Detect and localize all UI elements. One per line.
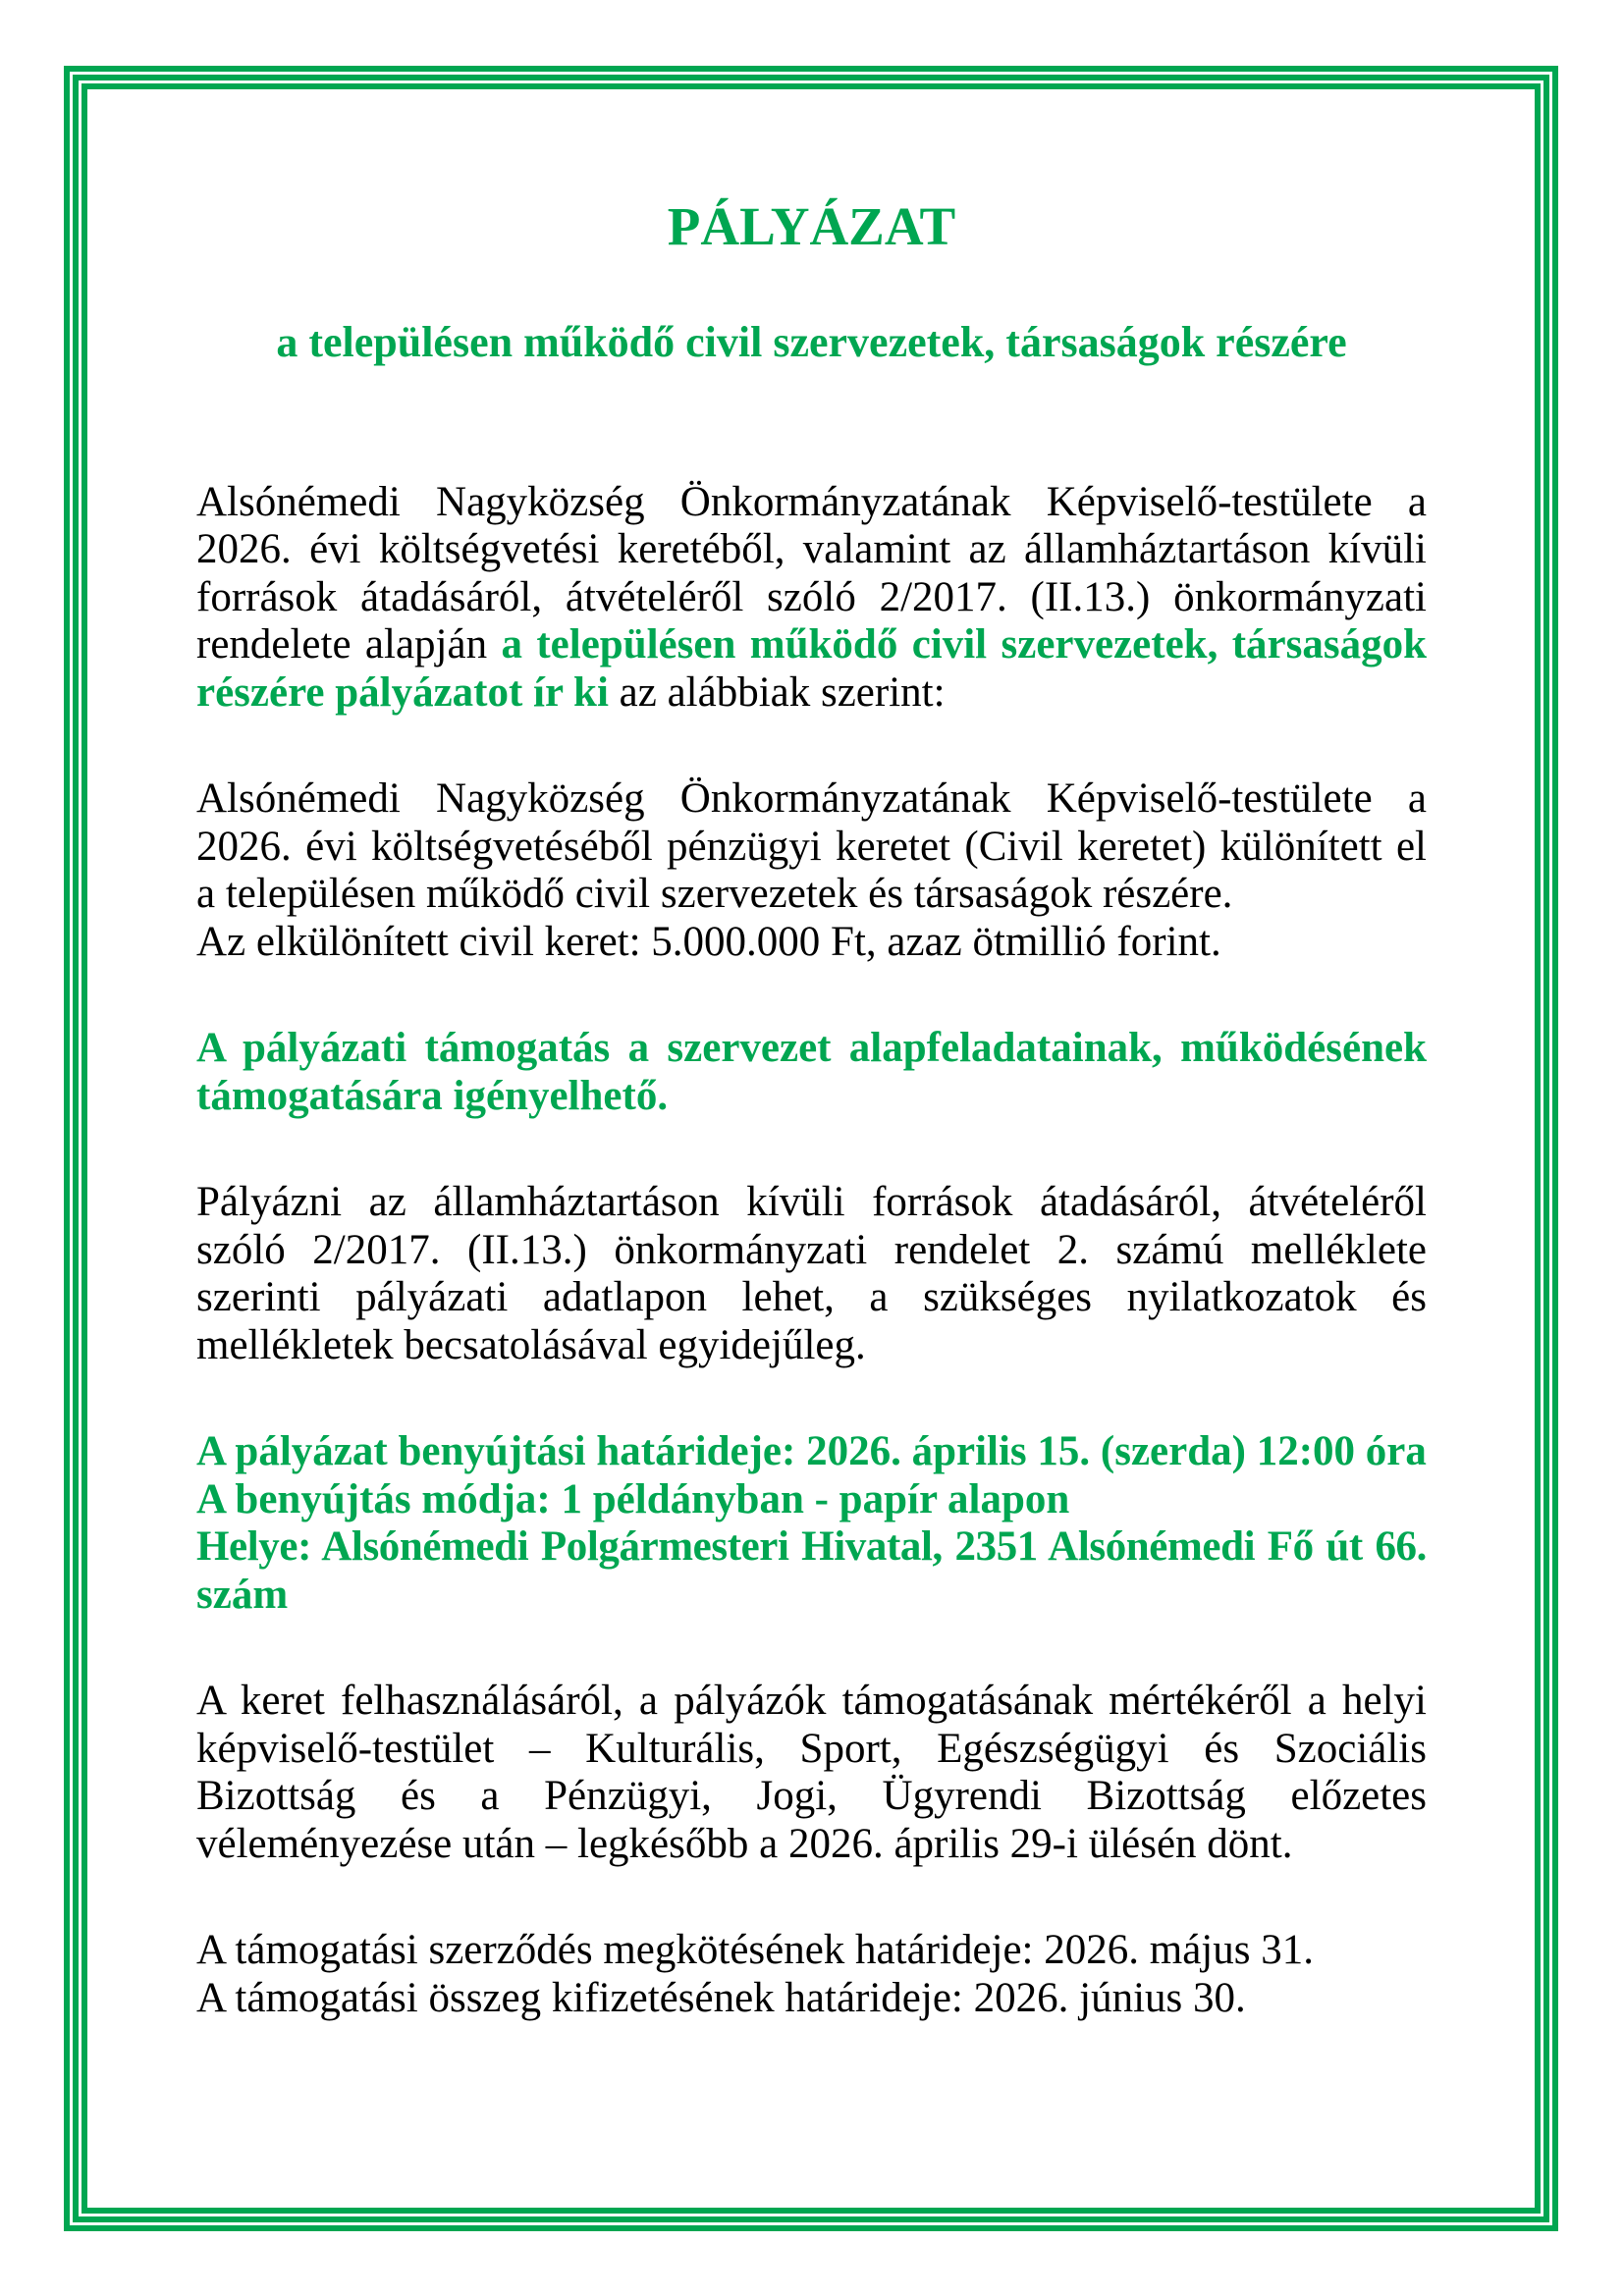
paragraph-support-purpose [196, 1025, 1427, 1120]
page-border-inner [81, 83, 1541, 2214]
document-content [87, 89, 1535, 2022]
page-border-middle [73, 75, 1549, 2222]
text-line: Bizottság és a Pénzügyi, Jogi, Ügyrendi Bizottság előzetes [196, 1773, 1427, 1819]
text-line: A benyújtás módja: 1 példányban - papír alapon [196, 1475, 1070, 1522]
text-line: 2026. évi költségvetési keretéből, valamint az államháztartáson kívüli [196, 526, 1427, 572]
text-segment: az alábbiak szerint: [608, 668, 946, 716]
paragraph-civil-fund [196, 775, 1427, 966]
text-line: Alsónémedi Nagyközség Önkormányzatának Képviselő-testülete a [196, 775, 1427, 822]
text-line: Az elkülönített civil keret: 5.000.000 Ft, azaz ötmillió forint. [196, 918, 1221, 965]
paragraph-deadline-details [196, 1428, 1427, 1619]
document-subtitle: a településen működő civil szervezetek, társaságok részére [276, 318, 1347, 366]
paragraph-announcement [196, 479, 1427, 718]
text-line: A támogatási összeg kifizetésének határideje: 2026. június 30. [196, 1974, 1246, 2021]
text-line [196, 621, 1427, 669]
text-line: véleményezése után – legkésőbb a 2026. április 29-i ülésén dönt. [196, 1820, 1293, 1867]
text-line: források átadásáról, átvételéről szóló 2/2017. (II.13.) önkormányzati [196, 573, 1427, 620]
text-line: szóló 2/2017. (II.13.) önkormányzati rendelet 2. számú melléklete [196, 1226, 1427, 1273]
paragraph-contract-deadlines [196, 1927, 1427, 2022]
text-segment-highlight: részére pályázatot ír ki [196, 668, 609, 716]
text-line: szerinti pályázati adatlapon lehet, a szükséges nyilatkozatok és [196, 1274, 1427, 1320]
text-line: a településen működő civil szervezetek és társaságok részére. [196, 871, 1233, 917]
text-line: Helye: Alsónémedi Polgármesteri Hivatal, 2351 Alsónémedi Fő út 66. [196, 1523, 1427, 1570]
text-segment-highlight: a településen működő civil szervezetek, társaságok [501, 621, 1427, 667]
page-border-outer [64, 66, 1558, 2231]
text-line: A pályázati támogatás a szervezet alapfeladatainak, működésének [196, 1025, 1427, 1071]
text-line: szám [196, 1571, 289, 1618]
text-line: képviselő-testület – Kulturális, Sport, Egészségügyi és Szociális [196, 1725, 1427, 1772]
document-title: PÁLYÁZAT [667, 196, 956, 256]
text-line: támogatására igényelhető. [196, 1072, 669, 1119]
text-line: A keret felhasználásáról, a pályázók támogatásának mértékéről a helyi [196, 1678, 1427, 1724]
paragraph-decision [196, 1678, 1427, 1868]
paragraph-application-form [196, 1179, 1427, 1369]
text-line [196, 669, 1427, 718]
text-segment: rendelete alapján [196, 621, 502, 667]
text-line: A támogatási szerződés megkötésének határideje: 2026. május 31. [196, 1927, 1314, 1973]
text-line: 2026. évi költségvetéséből pénzügyi keretet (Civil keretet) különített el [196, 823, 1427, 870]
text-line: Alsónémedi Nagyközség Önkormányzatának Képviselő-testülete a [196, 478, 1427, 525]
text-line: mellékletek becsatolásával egyidejűleg. [196, 1321, 866, 1368]
text-line: Pályázni az államháztartáson kívüli források átadásáról, átvételéről [196, 1179, 1427, 1225]
text-line: A pályázat benyújtási határideje: 2026. április 15. (szerda) 12:00 óra [196, 1428, 1427, 1474]
